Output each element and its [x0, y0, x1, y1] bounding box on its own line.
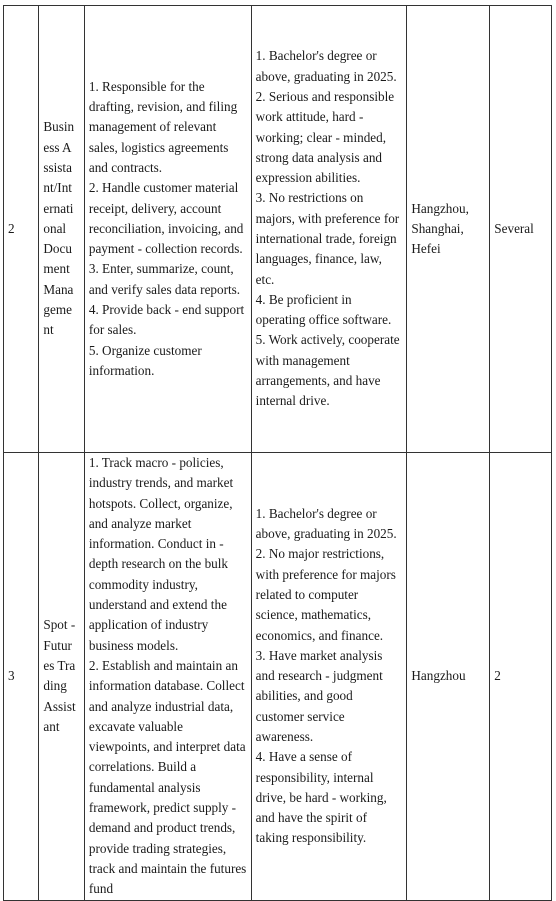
duty-item: 1. Track macro - policies, industry trends, and market hotspots. Collect, organize, and analyze market information. Conduct in - depth research on the bulk commodity industry, understand and extend the application of industry business models. — [88, 455, 234, 653]
table-row — [4, 453, 552, 901]
job-title: Business Assistant/International Document Management — [43, 119, 75, 338]
requirement-item: 4. Have a sense of responsibility, internal drive, be hard - working, and have the spirit of taking responsibility. — [255, 749, 387, 846]
row-number-cell: 2 — [4, 6, 39, 453]
headcount-cell: 2 — [490, 453, 552, 901]
requirement-item: 2. No major restrictions, with preference for majors related to computer science, mathematics, economics, and finance. — [255, 546, 396, 643]
table-row — [4, 6, 552, 453]
duty-item: 3. Enter, summarize, count, and verify sales data reports. — [88, 261, 241, 297]
job-title: Spot - Futures Trading Assistant — [43, 617, 76, 734]
duty-item: 2. Handle customer material receipt, delivery, account reconciliation, invoicing, and payment - collection records. — [88, 180, 244, 257]
headcount-cell: Several — [490, 6, 552, 453]
requirement-item: 4. Be proficient in operating office software. — [255, 291, 392, 328]
job-location-cell: Hangzhou, Shanghai, Hefei — [407, 6, 490, 453]
job-title-cell — [39, 453, 84, 901]
duty-item: 2. Establish and maintain an information database. Collect and analyze industrial data, excavate valuable viewpoints, and interpret data correlations. Build a fundamental analysis framework, predict supply - demand and product trends, provide trading strategies, track and maintain the futures fund — [88, 657, 247, 897]
row-number-cell: 3 — [4, 453, 39, 901]
job-duties-cell — [84, 453, 251, 901]
requirement-item: 1. Bachelor's degree or above, graduating in 2025. — [255, 505, 397, 542]
requirement-item: 5. Work actively, cooperate with management arrangements, and have internal drive. — [255, 332, 400, 409]
duty-item: 4. Provide back - end support for sales. — [88, 302, 245, 338]
job-requirements-cell — [251, 6, 407, 453]
duty-item: 5. Organize customer information. — [88, 342, 202, 378]
job-positions-table — [3, 5, 552, 901]
job-duties-cell — [84, 6, 251, 453]
job-location-cell: Hangzhou — [407, 453, 490, 901]
duty-item: 1. Responsible for the drafting, revision, and filing management of relevant sales, logistics agreements and contracts. — [88, 78, 238, 175]
requirement-item: 3. No restrictions on majors, with preference for international trade, foreign languages, finance, law, etc. — [255, 190, 400, 287]
requirement-item: 1. Bachelor's degree or above, graduating in 2025. — [255, 48, 397, 84]
requirement-item: 3. Have market analysis and research - judgment abilities, and good customer service awareness. — [255, 647, 383, 744]
requirement-item: 2. Serious and responsible work attitude, hard - working; clear - minded, strong data analysis and expression abilities. — [255, 88, 395, 186]
job-requirements-cell — [251, 453, 407, 901]
job-title-cell — [39, 6, 84, 453]
